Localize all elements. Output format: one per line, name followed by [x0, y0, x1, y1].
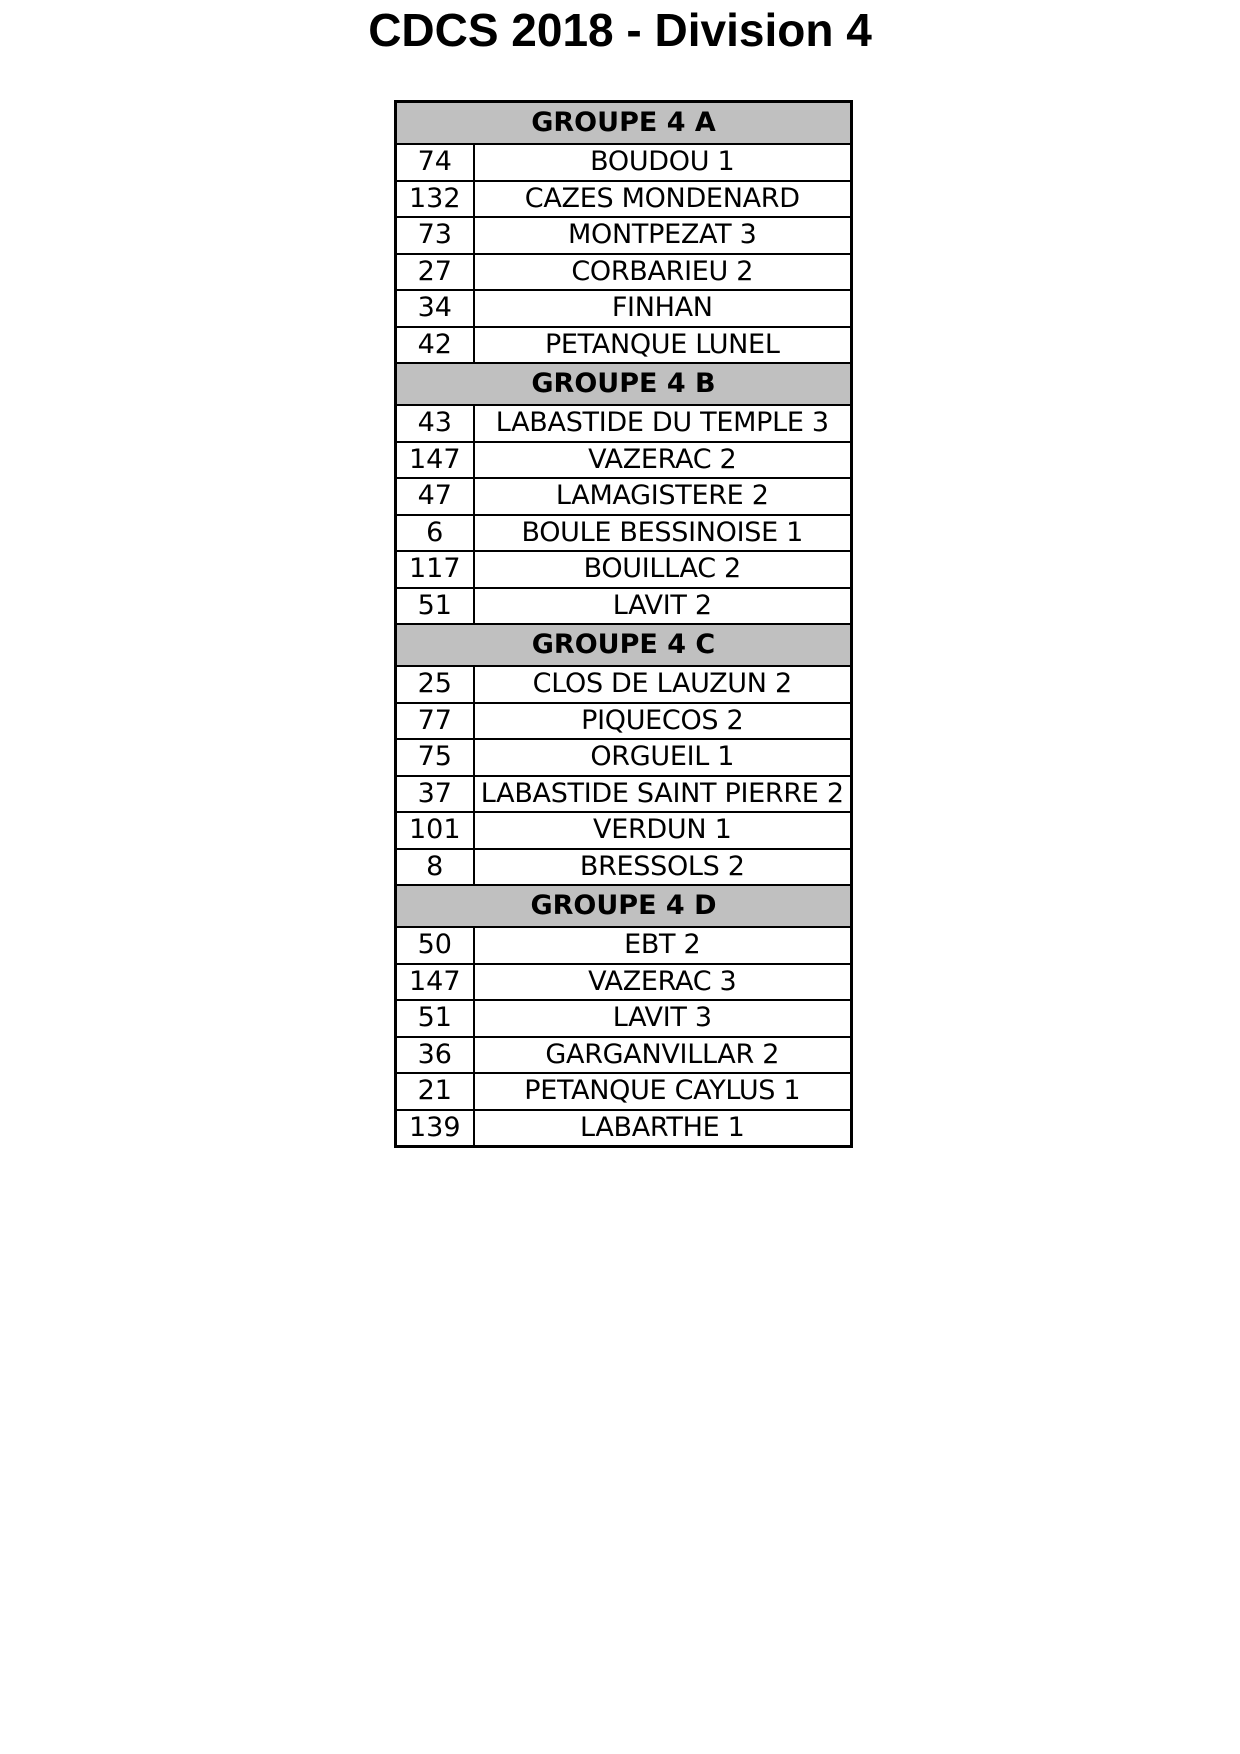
team-number: 117	[396, 551, 474, 588]
table-row	[396, 588, 852, 625]
group-title: GROUPE 4 C	[396, 624, 852, 666]
team-name: LAMAGISTERE 2	[474, 478, 852, 515]
table-row	[396, 927, 852, 964]
table-row	[396, 551, 852, 588]
team-name: FINHAN	[474, 290, 852, 327]
group-title: GROUPE 4 B	[396, 363, 852, 405]
team-name: LAVIT 3	[474, 1000, 852, 1037]
team-name: GARGANVILLAR 2	[474, 1037, 852, 1074]
table-row	[396, 181, 852, 218]
team-number: 51	[396, 588, 474, 625]
team-number: 37	[396, 776, 474, 813]
table-row	[396, 405, 852, 442]
team-number: 34	[396, 290, 474, 327]
team-number: 147	[396, 442, 474, 479]
team-name: BOUILLAC 2	[474, 551, 852, 588]
table-row	[396, 776, 852, 813]
team-name: ORGUEIL 1	[474, 739, 852, 776]
team-number: 6	[396, 515, 474, 552]
team-number: 8	[396, 849, 474, 886]
team-name: PETANQUE LUNEL	[474, 327, 852, 364]
table-row	[396, 703, 852, 740]
team-name: VERDUN 1	[474, 812, 852, 849]
page-title: CDCS 2018 - Division 4	[368, 4, 872, 56]
team-name: BOULE BESSINOISE 1	[474, 515, 852, 552]
team-name: VAZERAC 2	[474, 442, 852, 479]
table-row	[396, 739, 852, 776]
team-name: CAZES MONDENARD	[474, 181, 852, 218]
team-number: 27	[396, 254, 474, 291]
team-name: LAVIT 2	[474, 588, 852, 625]
team-name: PIQUECOS 2	[474, 703, 852, 740]
team-name: MONTPEZAT 3	[474, 217, 852, 254]
team-number: 21	[396, 1073, 474, 1110]
team-number: 43	[396, 405, 474, 442]
group-header-a	[396, 102, 852, 145]
team-name: BOUDOU 1	[474, 144, 852, 181]
team-number: 77	[396, 703, 474, 740]
table-row	[396, 1110, 852, 1147]
team-number: 42	[396, 327, 474, 364]
table-row	[396, 849, 852, 886]
team-number: 132	[396, 181, 474, 218]
team-name: EBT 2	[474, 927, 852, 964]
team-name: CLOS DE LAUZUN 2	[474, 666, 852, 703]
table-row	[396, 964, 852, 1001]
table-row	[396, 1000, 852, 1037]
groups-table	[394, 100, 853, 1148]
team-name: LABARTHE 1	[474, 1110, 852, 1147]
table-row	[396, 327, 852, 364]
team-number: 74	[396, 144, 474, 181]
table-row	[396, 478, 852, 515]
team-number: 51	[396, 1000, 474, 1037]
team-number: 75	[396, 739, 474, 776]
team-number: 25	[396, 666, 474, 703]
table-row	[396, 812, 852, 849]
team-name: LABASTIDE DU TEMPLE 3	[474, 405, 852, 442]
group-header-d	[396, 885, 852, 927]
team-number: 147	[396, 964, 474, 1001]
table-row	[396, 666, 852, 703]
team-name: BRESSOLS 2	[474, 849, 852, 886]
team-name: CORBARIEU 2	[474, 254, 852, 291]
table-row	[396, 290, 852, 327]
team-name: LABASTIDE SAINT PIERRE 2	[474, 776, 852, 813]
table-row	[396, 144, 852, 181]
table-row	[396, 442, 852, 479]
table-row	[396, 515, 852, 552]
table-row	[396, 1073, 852, 1110]
team-number: 36	[396, 1037, 474, 1074]
team-number: 47	[396, 478, 474, 515]
team-number: 73	[396, 217, 474, 254]
group-title: GROUPE 4 D	[396, 885, 852, 927]
group-title: GROUPE 4 A	[396, 102, 852, 145]
group-header-b	[396, 363, 852, 405]
table-row	[396, 254, 852, 291]
team-number: 139	[396, 1110, 474, 1147]
group-header-c	[396, 624, 852, 666]
table-row	[396, 1037, 852, 1074]
team-number: 50	[396, 927, 474, 964]
team-number: 101	[396, 812, 474, 849]
table-row	[396, 217, 852, 254]
team-name: VAZERAC 3	[474, 964, 852, 1001]
team-name: PETANQUE CAYLUS 1	[474, 1073, 852, 1110]
